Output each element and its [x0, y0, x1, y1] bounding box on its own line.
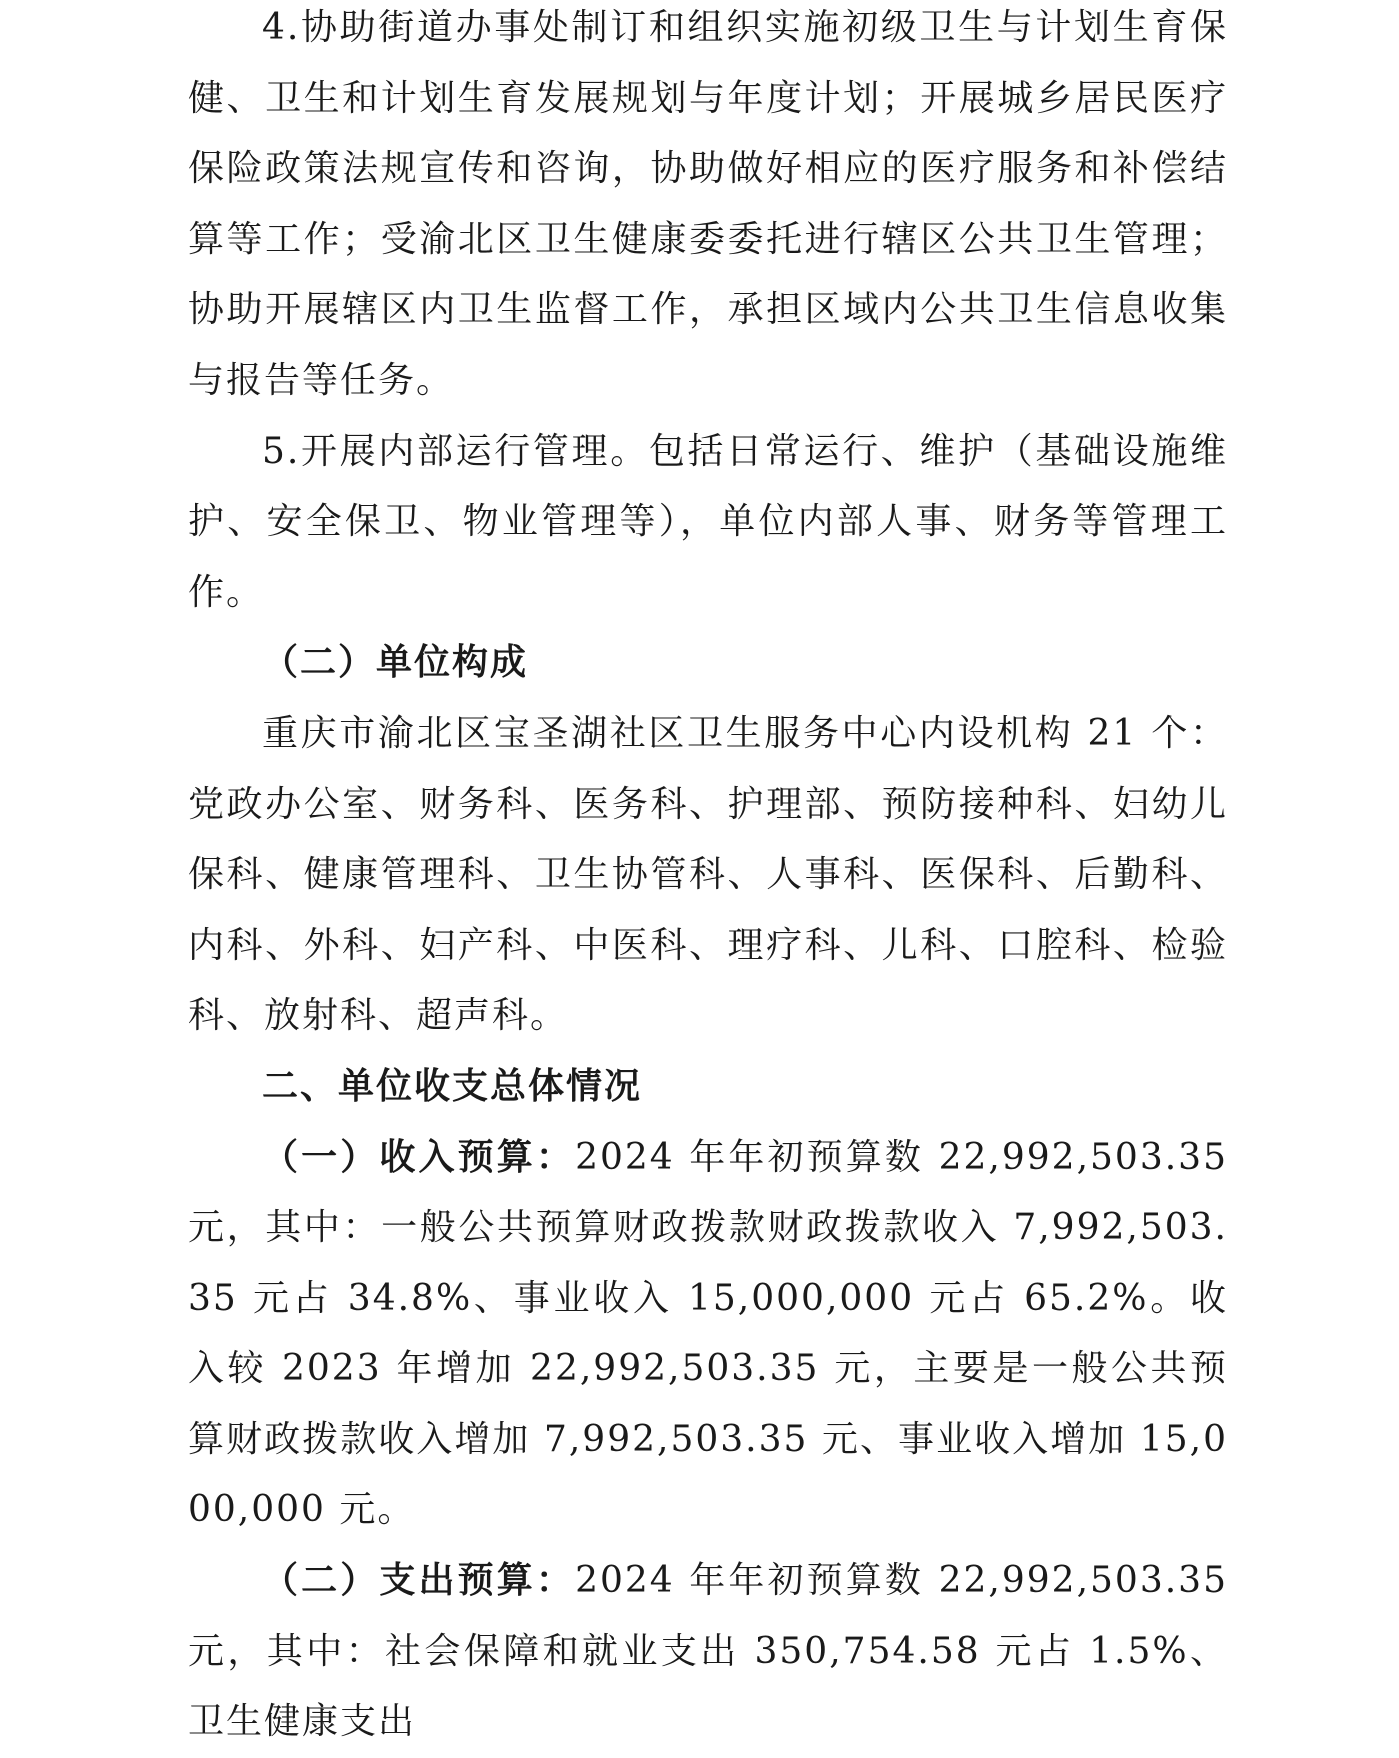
paragraph-duty-5: 5.开展内部运行管理。包括日常运行、维护（基础设施维护、安全保卫、物业管理等），单位内部人事、财务等管理工作。 [188, 430, 1228, 613]
heading-income-expense-overview: 二、单位收支总体情况 [262, 1065, 643, 1107]
document-page [188, 0, 1228, 1758]
expense-budget-label: （二）支出预算： [262, 1560, 576, 1602]
expense-budget-text: 2024 年年初预算数 22,992,503.35 元，其中：社会保障和就业支出 350,754.58 元占 1.5%、卫生健康支出 [188, 1560, 1228, 1743]
paragraph-duty-4: 4.协助街道办事处制订和组织实施初级卫生与计划生育保健、卫生和计划生育发展规划与年度计划；开展城乡居民医疗保险政策法规宣传和咨询，协助做好相应的医疗服务和补偿结算等工作；受渝北区卫生健康委委托进行辖区公共卫生管理；协助开展辖区内卫生监督工作，承担区域内公共卫生信息收集与报告等任务。 [188, 7, 1228, 401]
heading-unit-composition: （二）单位构成 [262, 642, 529, 684]
paragraph-income-budget [188, 1123, 1228, 1547]
income-budget-text: 2024 年年初预算数 22,992,503.35 元，其中：一般公共预算财政拨款财政拨款收入 7,992,503.35 元占 34.8%、事业收入 15,000,000 元占 65.2%。收入较 2023 年增加 22,992,503.35 元，主要是一般公共预算财政拨款收入增加 7,992,503.35 元、事业收入增加 15,000,000 元。 [188, 1136, 1228, 1531]
paragraph-expense-budget [188, 1546, 1228, 1758]
paragraph-unit-composition: 重庆市渝北区宝圣湖社区卫生服务中心内设机构 21 个：党政办公室、财务科、医务科、护理部、预防接种科、妇幼儿保科、健康管理科、卫生协管科、人事科、医保科、后勤科、内科、外科、妇产科、中医科、理疗科、儿科、口腔科、检验科、放射科、超声科。 [188, 712, 1228, 1037]
income-budget-label: （一）收入预算： [262, 1136, 576, 1178]
